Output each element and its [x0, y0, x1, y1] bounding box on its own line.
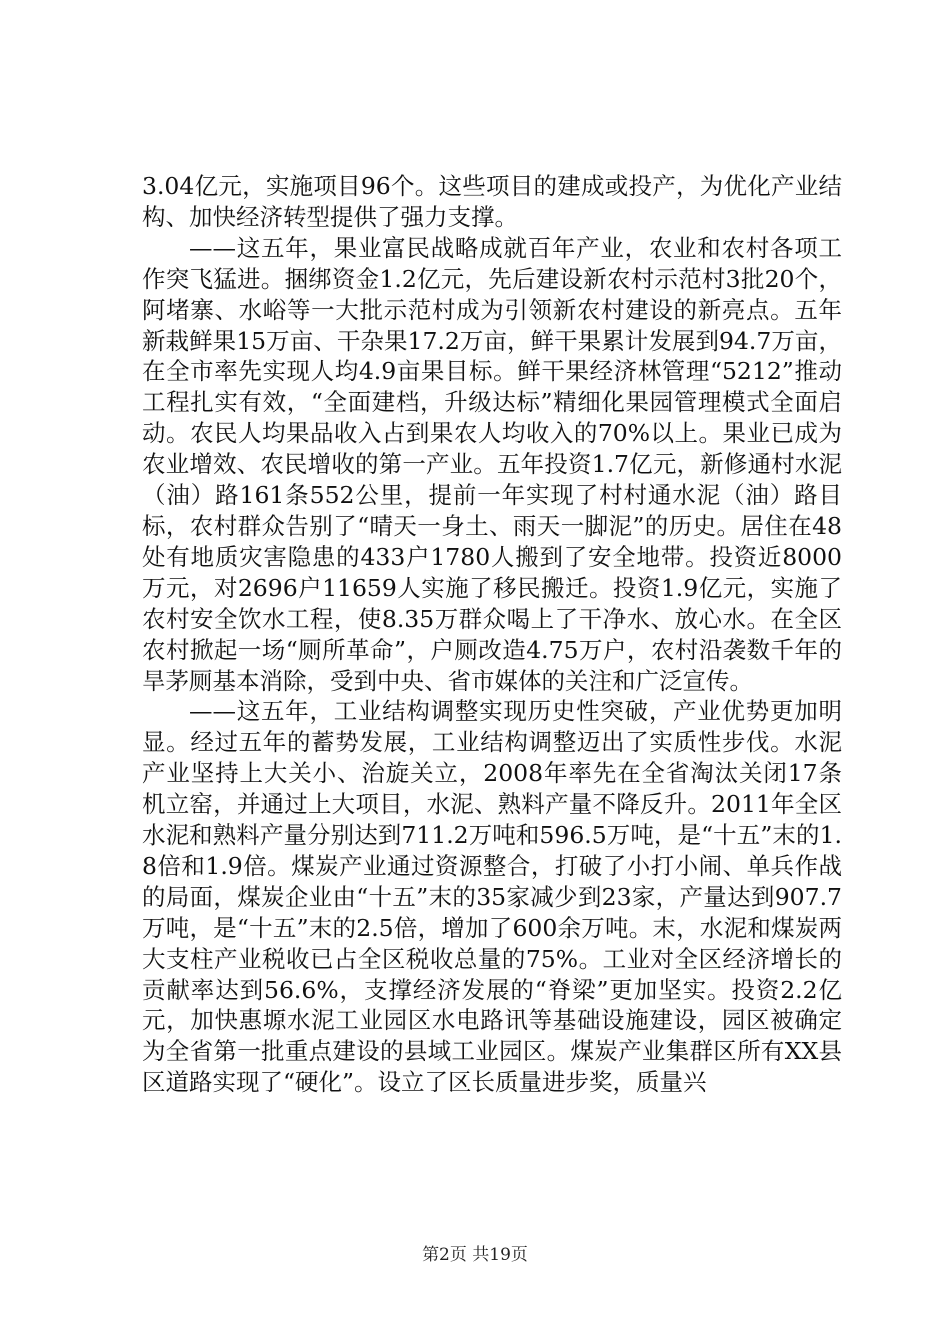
page-number-footer: 第2页 共19页 — [422, 1245, 528, 1265]
paragraph-continuation: 3.04亿元，实施项目96个。这些项目的建成或投产，为优化产业结构、加快经济转型提供了强力支撑。 — [142, 172, 842, 231]
paragraph-industry: ——这五年，工业结构调整实现历史性突破，产业优势更加明显。经过五年的蓄势发展，工业结构调整迈出了实质性步伐。水泥产业坚持上大关小、治旋关立，2008年率先在全省淘汰关闭17条机立窑，并通过上大项目，水泥、熟料产量不降反升。2011年全区水泥和熟料产量分别达到711.2万吨和596.5万吨，是“十五”末的1.8倍和1.9倍。煤炭产业通过资源整合，打破了小打小闹、单兵作战的局面，煤炭企业由“十五”末的35家减少到23家，产量达到907.7万吨，是“十五”末的2.5倍，增加了600余万吨。末，水泥和煤炭两大支柱产业税收已占全区税收总量的75%。工业对全区经济增长的贡献率达到56.6%，支撑经济发展的“脊梁”更加坚实。投资2.2亿元，加快惠塬水泥工业园区水电路讯等基础设施建设，园区被确定为全省第一批重点建设的县域工业园区。煤炭产业集群区所有XX县区道路实现了“硬化”。设立了区长质量进步奖，质量兴 — [142, 697, 842, 1097]
paragraph-agriculture: ——这五年，果业富民战略成就百年产业，农业和农村各项工作突飞猛进。捆绑资金1.2亿元，先后建设新农村示范村3批20个，阿堵寨、水峪等一大批示范村成为引领新农村建设的新亮点。五年新栽鲜果15万亩、干杂果17.2万亩，鲜干果累计发展到94.7万亩，在全市率先实现人均4.9亩果目标。鲜干果经济林管理“5212”推动工程扎实有效，“全面建档，升级达标”精细化果园管理模式全面启动。农民人均果品收入占到果农人均收入的70%以上。果业已成为农业增效、农民增收的第一产业。五年投资1.7亿元，新修通村水泥（油）路161条552公里，提前一年实现了村村通水泥（油）路目标，农村群众告别了“晴天一身土、雨天一脚泥”的历史。居住在48处有地质灾害隐患的433户1780人搬到了安全地带。投资近8000万元，对2696户11659人实施了移民搬迁。投资1.9亿元，实施了农村安全饮水工程，使8.35万群众喝上了干净水、放心水。在全区农村掀起一场“厕所革命”，户厕改造4.75万户，农村沿袭数千年的旱茅厕基本消除，受到中央、省市媒体的关注和广泛宣传。 — [142, 233, 842, 695]
document-body — [142, 171, 842, 1098]
